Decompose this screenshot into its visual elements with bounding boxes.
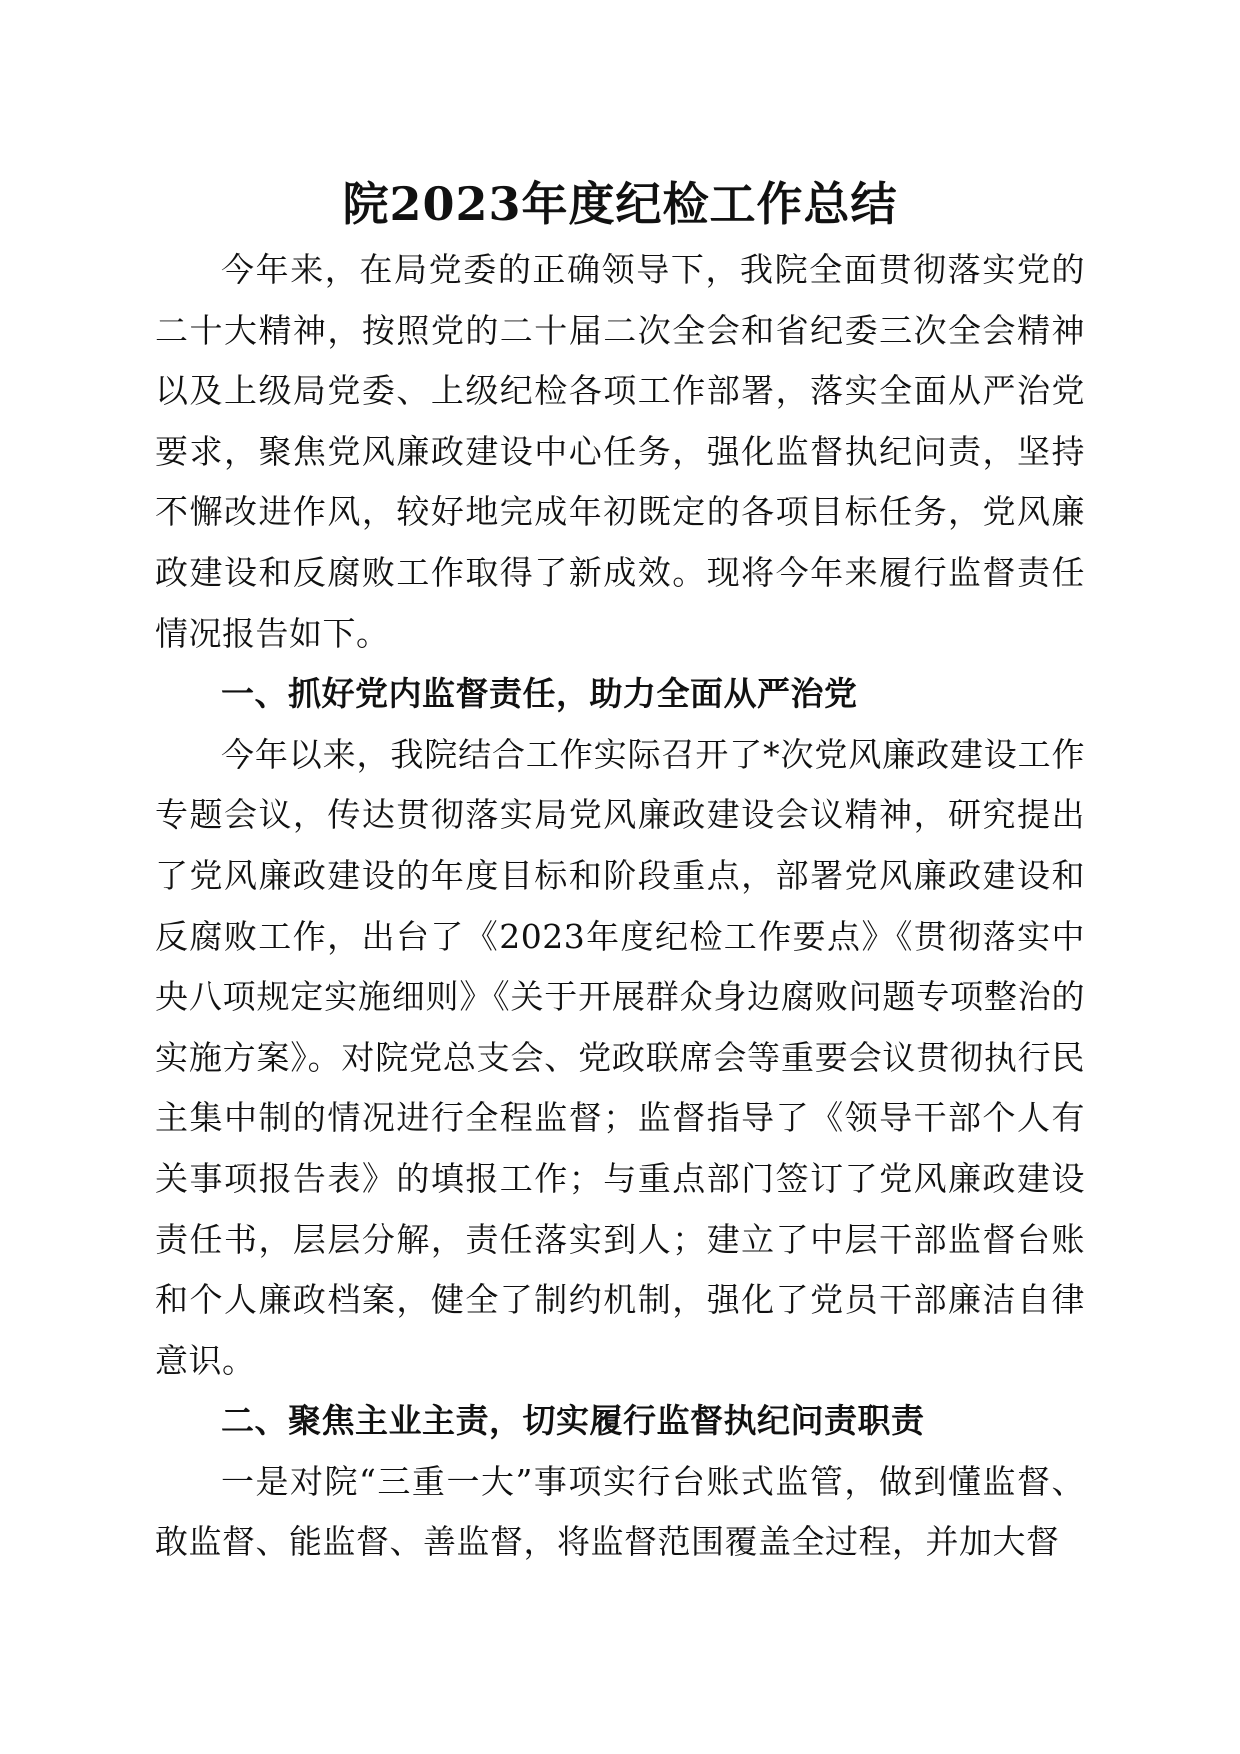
document-body: [155, 240, 1085, 1573]
section-2-paragraph: 一是对院“三重一大”事项实行台账式监管，做到懂监督、敢监督、能监督、善监督，将监督范围覆盖全过程，并加大督: [155, 1461, 1085, 1562]
section-1-paragraph: 今年以来，我院结合工作实际召开了*次党风廉政建设工作专题会议，传达贯彻落实局党风廉政建设会议精神，研究提出了党风廉政建设的年度目标和阶段重点，部署党风廉政建设和反腐败工作，出台了《2023年度纪检工作要点》《贯彻落实中央八项规定实施细则》《关于开展群众身边腐败问题专项整治的实施方案》。对院党总支会、党政联席会等重要会议贯彻执行民主集中制的情况进行全程监督；监督指导了《领导干部个人有关事项报告表》的填报工作；与重点部门签订了党风廉政建设责任书，层层分解，责任落实到人；建立了中层干部监督台账和个人廉政档案，健全了制约机制，强化了党员干部廉洁自律意识。: [155, 734, 1085, 1380]
document-title: 院2023年度纪检工作总结: [342, 177, 898, 231]
intro-paragraph: 今年来，在局党委的正确领导下，我院全面贯彻落实党的二十大精神，按照党的二十届二次全会和省纪委三次全会精神以及上级局党委、上级纪检各项工作部署，落实全面从严治党要求，聚焦党风廉政建设中心任务，强化监督执纪问责，坚持不懈改进作风，较好地完成年初既定的各项目标任务，党风廉政建设和反腐败工作取得了新成效。现将今年来履行监督责任情况报告如下。: [155, 250, 1085, 653]
section-1-heading: 一、抓好党内监督责任，助力全面从严治党: [221, 674, 858, 714]
section-2-heading: 二、聚焦主业主责，切实履行监督执纪问责职责: [221, 1401, 925, 1441]
